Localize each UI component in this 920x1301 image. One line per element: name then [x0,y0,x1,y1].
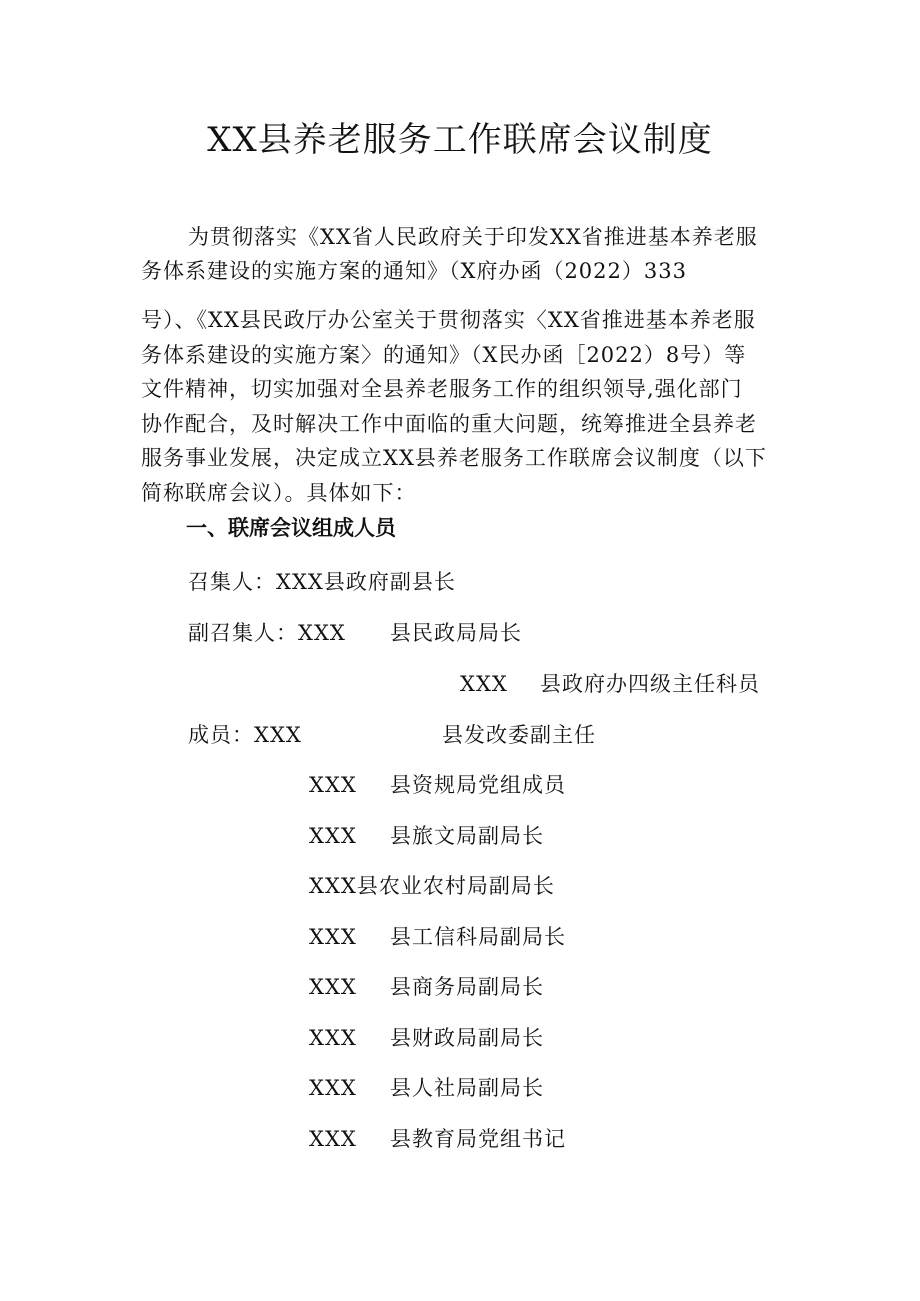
intro-paragraph-2-line-6: 简称联席会议）。具体如下： [141,480,417,505]
intro-paragraph-1-line-2: 务体系建设的实施方案的通知》（X府办函（2022）333 [141,259,687,283]
deputy-convener-2-name: XXX [460,672,508,696]
member-title: 县旅文局副局长 [390,824,544,848]
member-name: XXX [309,773,357,797]
intro-paragraph-2-line-2: 务体系建设的实施方案〉的通知》（X民办函［2022）8号）等 [141,342,747,367]
member-title: 县工信科局副局长 [390,925,566,949]
section-1-heading: 一、联席会议组成人员 [186,516,396,540]
member-title: 县商务局副局长 [390,975,544,999]
member-title: 县人社局副局长 [390,1076,544,1100]
member-title: 县资规局党组成员 [390,773,566,797]
member-name: XXX [309,1026,357,1050]
deputy-convener-label: 副召集人：XXX [188,621,346,645]
member-name: XXX [309,975,357,999]
intro-paragraph-2-line-1: 号）、《XX县民政厅办公室关于贯彻落实〈XX省推进基本养老服 [141,308,756,332]
member-name: XXX [309,925,357,949]
member-name: XXX [309,1127,357,1151]
member-1-title: 县发改委副主任 [442,723,596,747]
deputy-convener-1-title: 县民政局局长 [390,621,522,645]
intro-paragraph-2 [141,303,767,510]
intro-paragraph-2-line-5: 服务事业发展，决定成立XX县养老服务工作联席会议制度（以下 [141,446,767,470]
intro-paragraph-1-line-1: 为贯彻落实《XX省人民政府关于印发XX省推进基本养老服 [188,225,758,249]
intro-paragraph-1 [141,220,758,288]
convener-line: 召集人：XXX县政府副县长 [188,570,456,594]
member-name: XXX县农业农村局副局长 [309,874,555,898]
intro-paragraph-2-line-4: 协作配合，及时解决工作中面临的重大问题，统筹推进全县养老 [141,411,757,436]
member-name: XXX [309,1076,357,1100]
member-title: 县教育局党组书记 [390,1127,566,1151]
document-title: XX县养老服务工作联席会议制度 [207,120,713,160]
deputy-convener-2-title: 县政府办四级主任科员 [540,672,760,696]
members-label: 成员：XXX [188,723,302,747]
member-title: 县财政局副局长 [390,1026,544,1050]
intro-paragraph-2-line-3: 文件精神，切实加强对全县养老服务工作的组织领导,强化部门 [141,377,743,401]
member-name: XXX [309,824,357,848]
